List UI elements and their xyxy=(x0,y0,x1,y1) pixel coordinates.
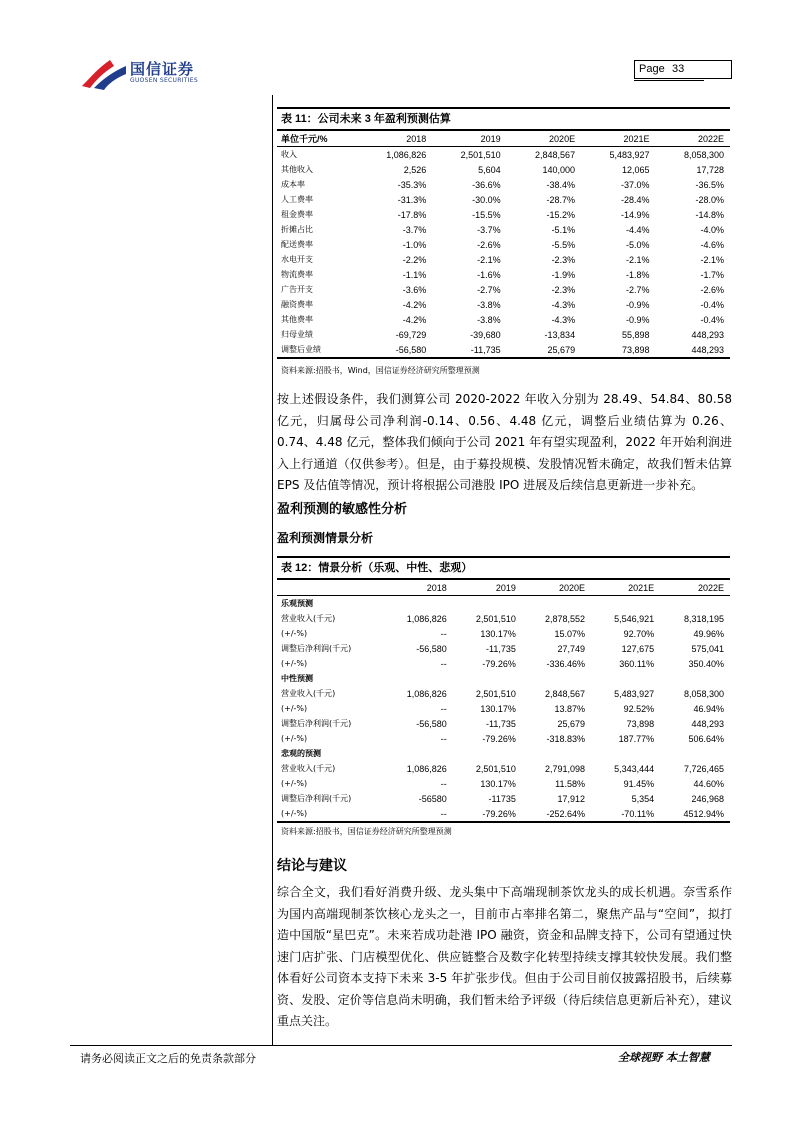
logo-text-cn: 国信证券 xyxy=(130,60,195,78)
table-row xyxy=(277,267,730,282)
table-row xyxy=(277,626,730,641)
table-cell: -37.0% xyxy=(620,179,650,190)
paragraph-conclusion: 综合全文，我们看好消费升级、龙头集中下高端现制茶饮龙头的成长机遇。奈雪系作为国内高端现制茶饮核心龙头之一，目前市占率排名第二，聚焦产品与“空间”，拟打造中国版“星巴克”。未来若成功赴港 IPO 融资，资金和品牌支持下，公司有望通过快速门店扩张、门店模型优化、供应链整合及数字化转型持续支撑其较快发展。我们整体看好公司资本支持下未来 3-5 年扩张步伐。但由于公司目前仅披露招股书，后续募资、发股、定价等信息尚未明确，我们暂未给予评级（待后续信息更新后补充），建议重点关注。 xyxy=(277,885,732,1028)
table-row xyxy=(277,162,730,177)
table-cell: -4.0% xyxy=(700,224,724,235)
table-cell: 2,848,567 xyxy=(544,688,586,699)
page-indicator xyxy=(634,60,732,79)
table-cell: -15.2% xyxy=(546,209,576,220)
row-label: 归母业绩 xyxy=(281,330,313,339)
column-header: 2021E xyxy=(591,580,660,596)
table-cell: 7,726,465 xyxy=(683,763,724,774)
row-label: (+/-%) xyxy=(281,734,308,743)
table-cell: -70.11% xyxy=(591,806,660,822)
row-label: 租金费率 xyxy=(281,210,313,219)
section-label: 乐观预测 xyxy=(281,599,313,608)
row-label: (+/-%) xyxy=(281,779,308,788)
table-forecast xyxy=(277,107,730,359)
column-header: 2018 xyxy=(358,131,432,147)
row-label: 营业收入(千元) xyxy=(281,689,336,698)
table-cell: 2,501,510 xyxy=(475,613,516,624)
table-row xyxy=(277,297,730,312)
table-row xyxy=(277,641,730,656)
column-header: 单位千元/% xyxy=(277,131,358,147)
table-cell: -56,580 xyxy=(416,718,447,729)
table-cell: -31.3% xyxy=(397,194,427,205)
table-cell: -0.9% xyxy=(625,314,650,325)
table-row xyxy=(277,237,730,252)
table-row xyxy=(277,656,730,671)
table-cell: -11,735 xyxy=(432,342,506,358)
column-header: 2020E xyxy=(522,580,591,596)
column-header: 2022E xyxy=(660,580,730,596)
table-cell: -- xyxy=(440,703,447,714)
table-cell: -1.1% xyxy=(402,269,427,280)
table-cell: 187.77% xyxy=(618,733,655,744)
column-header: 2020E xyxy=(507,131,581,147)
table-cell: -2.2% xyxy=(402,254,427,265)
table-cell: -252.64% xyxy=(522,806,591,822)
section-row xyxy=(277,746,730,761)
table-cell: -79.26% xyxy=(453,806,522,822)
table-cell: -14.9% xyxy=(620,209,650,220)
table-cell: -- xyxy=(440,733,447,744)
row-label: (+/-%) xyxy=(281,659,308,668)
table-cell: 4512.94% xyxy=(660,806,730,822)
table-cell: 130.17% xyxy=(480,703,516,714)
paragraph-forecast-summary: 按上述假设条件，我们测算公司 2020-2022 年收入分别为 28.49、54.84、80.58 亿元，归属母公司净利润-0.14、0.56、4.48 亿元，调整后业绩估算为 0.26、0.74、4.48 亿元，整体我们倾向于公司 2021 年有望实现盈利，2022 年开始利润进入上行通道（仅供参考）。但是，由于募投规模、发股情况暂未确定，故我们暂未估算 EPS 及估值等情况，预计将根据公司港股 IPO 进展及后续信息更新进一步补充。 xyxy=(277,392,732,492)
table-row xyxy=(277,806,730,822)
section-row xyxy=(277,671,730,686)
table-cell: 130.17% xyxy=(480,628,516,639)
table-cell: -1.7% xyxy=(700,269,724,280)
table-cell: 92.70% xyxy=(623,628,655,639)
row-label: 水电开支 xyxy=(281,255,313,264)
table-header-row xyxy=(277,131,730,147)
table-cell: 91.45% xyxy=(623,778,655,789)
section-label: 中性预测 xyxy=(281,674,313,683)
table-row xyxy=(277,252,730,267)
table-source: 资料来源:招股书，国信证券经济研究所整理预测 xyxy=(281,827,452,836)
table-cell: -318.83% xyxy=(546,733,586,744)
table-cell: 506.64% xyxy=(688,733,724,744)
table-cell: 1,086,826 xyxy=(406,613,447,624)
footer-disclaimer: 请务必阅读正文之后的免责条款部分 xyxy=(80,1052,256,1065)
table-cell: -3.8% xyxy=(477,314,501,325)
table-cell: 17,912 xyxy=(557,793,586,804)
table-cell: -39,680 xyxy=(470,329,501,340)
section-row xyxy=(277,596,730,612)
table-cell: -- xyxy=(440,778,447,789)
table-cell: -35.3% xyxy=(397,179,427,190)
table-row xyxy=(277,177,730,192)
table-cell: -2.7% xyxy=(625,284,650,295)
table-cell: -4.2% xyxy=(402,314,427,325)
table-cell: -28.7% xyxy=(546,194,576,205)
subsection-heading: 盈利预测情景分析 xyxy=(277,531,374,545)
row-label: 营业收入(千元) xyxy=(281,614,336,623)
table-cell: 246,968 xyxy=(691,793,724,804)
table-row xyxy=(277,731,730,746)
table-cell: -3.7% xyxy=(477,224,501,235)
table-cell: 140,000 xyxy=(542,164,576,175)
page-number: 33 xyxy=(672,63,685,75)
column-header: 2021E xyxy=(581,131,655,147)
table-cell: -5.5% xyxy=(551,239,576,250)
table-cell: -2.6% xyxy=(477,239,501,250)
table-cell: -4.2% xyxy=(402,299,427,310)
table-cell: 360.11% xyxy=(619,658,655,669)
table-cell: -36.6% xyxy=(472,179,501,190)
table-cell: 44.60% xyxy=(693,778,724,789)
table-cell: -4.4% xyxy=(625,224,650,235)
table-cell: 8,058,300 xyxy=(683,149,724,160)
table-cell: -1.9% xyxy=(551,269,576,280)
table-cell: 73,898 xyxy=(581,342,655,358)
table-cell: 2,791,098 xyxy=(544,763,586,774)
table-row xyxy=(277,147,730,163)
row-label: 物流费率 xyxy=(281,270,313,279)
section-heading: 结论与建议 xyxy=(277,858,347,874)
table-cell: 448,293 xyxy=(656,342,731,358)
table-row xyxy=(277,222,730,237)
table-cell: -11,735 xyxy=(486,643,516,654)
footer-slogan: 全球视野 本土智慧 xyxy=(618,1051,710,1064)
table-cell: -28.4% xyxy=(620,194,650,205)
row-label: 人工费率 xyxy=(281,195,313,204)
table-cell: -79.26% xyxy=(482,658,516,669)
table-cell: 12,065 xyxy=(621,164,650,175)
column-header: 2018 xyxy=(384,580,453,596)
logo-text-en: GUOSEN SECURITIES xyxy=(130,77,199,84)
table-cell: -38.4% xyxy=(546,179,576,190)
table-cell: 27,749 xyxy=(557,643,586,654)
table-cell: 49.96% xyxy=(693,628,724,639)
row-label: 调整后净利润(千元) xyxy=(281,644,352,653)
table-cell: -56,580 xyxy=(358,342,432,358)
table-cell: 8,318,195 xyxy=(683,613,724,624)
table-cell: 127,675 xyxy=(621,643,655,654)
table-cell: 2,526 xyxy=(403,164,427,175)
table-cell: -- xyxy=(440,628,447,639)
row-label: (+/-%) xyxy=(281,704,308,713)
table-cell: -4.3% xyxy=(551,314,576,325)
table-cell: 73,898 xyxy=(626,718,655,729)
row-label: 广告开支 xyxy=(281,285,313,294)
company-logo xyxy=(80,56,210,90)
table-cell: 1,086,826 xyxy=(386,149,427,160)
table-row xyxy=(277,192,730,207)
table-cell: 2,501,510 xyxy=(475,763,516,774)
table-row xyxy=(277,342,730,358)
table-cell: 17,728 xyxy=(696,164,724,175)
table-cell: -0.9% xyxy=(625,299,650,310)
table-cell: -14.8% xyxy=(695,209,724,220)
table-cell: 5,483,927 xyxy=(614,688,655,699)
table-cell: -1.0% xyxy=(402,239,427,250)
row-label: 其他费率 xyxy=(281,315,313,324)
footer-rule xyxy=(70,1045,732,1046)
table-cell: -2.1% xyxy=(700,254,724,265)
section-heading: 盈利预测的敏感性分析 xyxy=(277,502,408,517)
table-cell: 15.07% xyxy=(554,628,586,639)
table-row xyxy=(277,716,730,731)
row-label: 配送费率 xyxy=(281,240,313,249)
table-row xyxy=(277,701,730,716)
row-label: 调整后净利润(千元) xyxy=(281,794,352,803)
table-cell: -3.8% xyxy=(477,299,501,310)
row-label: 折摊占比 xyxy=(281,225,313,234)
table-title: 表 11：公司未来 3 年盈利预测估算 xyxy=(277,107,730,131)
table-cell: -56,580 xyxy=(416,643,447,654)
table-cell: -1.8% xyxy=(625,269,650,280)
table-cell: 1,086,826 xyxy=(406,763,447,774)
table-source: 资料来源:招股书，Wind，国信证券经济研究所整理预测 xyxy=(281,366,480,375)
table-cell: 13.87% xyxy=(554,703,586,714)
header-rule xyxy=(634,80,704,81)
table-cell: 130.17% xyxy=(480,778,516,789)
table-row xyxy=(277,327,730,342)
table-cell: 448,293 xyxy=(691,329,724,340)
table-cell: -11,735 xyxy=(486,718,516,729)
row-label: 其他收入 xyxy=(281,165,313,174)
table-cell: -56580 xyxy=(418,793,447,804)
table-cell: -2.1% xyxy=(477,254,501,265)
table-cell: 350.40% xyxy=(688,658,724,669)
column-header: 2019 xyxy=(453,580,522,596)
table-cell: -2.6% xyxy=(700,284,724,295)
table-row xyxy=(277,282,730,297)
table-row xyxy=(277,761,730,776)
row-label: 收入 xyxy=(281,150,297,159)
table-row xyxy=(277,686,730,701)
table-cell: -2.7% xyxy=(477,284,501,295)
page-label: Page xyxy=(639,63,665,75)
table-cell: 11.58% xyxy=(555,778,586,789)
table-row xyxy=(277,207,730,222)
table-title: 表 12：情景分析（乐观、中性、悲观） xyxy=(277,556,730,580)
table-cell: -2.3% xyxy=(551,284,576,295)
table-cell: 2,848,567 xyxy=(535,149,576,160)
table-cell: 1,086,826 xyxy=(406,688,447,699)
table-cell: 575,041 xyxy=(691,643,724,654)
row-label: 调整后业绩 xyxy=(277,342,358,358)
table-cell: 92.52% xyxy=(623,703,655,714)
table-cell: -30.0% xyxy=(472,194,501,205)
table-cell: 2,501,510 xyxy=(475,688,516,699)
table-cell: -- xyxy=(440,658,447,669)
table-cell: -4.6% xyxy=(700,239,724,250)
table-cell: -5.0% xyxy=(625,239,650,250)
table-cell: 5,483,927 xyxy=(609,149,650,160)
row-label: 成本率 xyxy=(281,180,305,189)
table-cell: 5,354 xyxy=(631,793,655,804)
table-cell: -2.3% xyxy=(551,254,576,265)
guosen-logo-icon xyxy=(80,56,128,90)
section-label: 悲观的预测 xyxy=(281,749,321,758)
table-cell: 25,679 xyxy=(507,342,581,358)
row-label: 调整后净利润(千元) xyxy=(281,719,352,728)
table-cell: -69,729 xyxy=(395,329,427,340)
table-cell: -13,834 xyxy=(544,329,576,340)
table-cell: 46.94% xyxy=(693,703,724,714)
table-cell: 5,604 xyxy=(478,164,501,175)
table-scenario xyxy=(277,556,730,823)
table-row xyxy=(277,776,730,791)
table-cell: -0.4% xyxy=(700,299,724,310)
table-header-row xyxy=(277,580,730,596)
table-cell: 8,058,300 xyxy=(683,688,724,699)
row-label: 营业收入(千元) xyxy=(281,764,336,773)
table-cell: -11735 xyxy=(488,793,516,804)
table-cell: -79.26% xyxy=(482,733,516,744)
table-cell: 2,878,552 xyxy=(544,613,586,624)
left-margin-rule xyxy=(272,95,273,1045)
table-cell: -3.6% xyxy=(402,284,427,295)
column-header: 2019 xyxy=(432,131,506,147)
table-cell: 55,898 xyxy=(621,329,650,340)
table-cell: -28.0% xyxy=(695,194,724,205)
table-cell: -5.1% xyxy=(551,224,576,235)
table-row xyxy=(277,611,730,626)
table-cell: -336.46% xyxy=(546,658,586,669)
table-cell: 448,293 xyxy=(691,718,724,729)
column-header: 2022E xyxy=(656,131,731,147)
row-label: (+/-%) xyxy=(281,629,308,638)
table-cell: -15.5% xyxy=(472,209,501,220)
table-cell: 2,501,510 xyxy=(460,149,501,160)
table-row xyxy=(277,312,730,327)
table-cell: -1.6% xyxy=(477,269,501,280)
row-label: (+/-%) xyxy=(277,806,384,822)
table-cell: 5,343,444 xyxy=(614,763,655,774)
table-cell: 25,679 xyxy=(557,718,586,729)
row-label: 融资费率 xyxy=(281,300,313,309)
column-header xyxy=(277,580,384,596)
table-cell: -17.8% xyxy=(397,209,427,220)
table-row xyxy=(277,791,730,806)
table-cell: -2.1% xyxy=(625,254,650,265)
table-cell: -4.3% xyxy=(551,299,576,310)
table-cell: -36.5% xyxy=(695,179,724,190)
table-cell: -3.7% xyxy=(402,224,427,235)
table-cell: -- xyxy=(384,806,453,822)
table-cell: -0.4% xyxy=(700,314,724,325)
table-cell: 5,546,921 xyxy=(614,613,655,624)
